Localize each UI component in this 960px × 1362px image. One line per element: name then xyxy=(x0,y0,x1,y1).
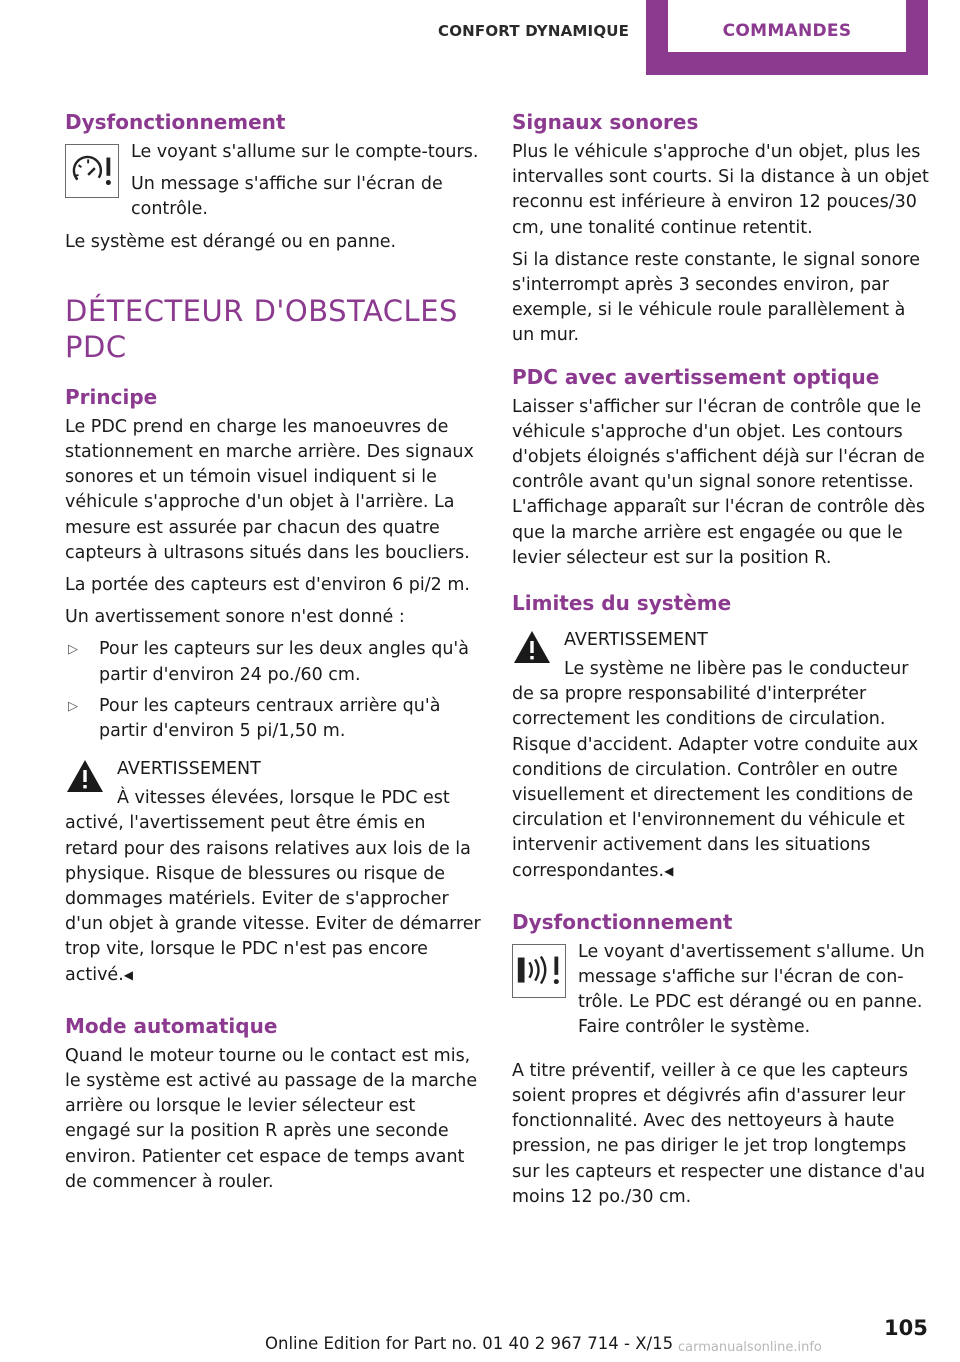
auto-mode-heading: Mode automatique xyxy=(65,1013,278,1038)
pdc-fault-text: Le voyant d'avertissement s'allume. Un message s'affiche sur l'écran de contrôle. Le PDC est dérangé ou en panne. Faire contrôler le système. xyxy=(578,941,925,1038)
chapter-title-line1: DÉTECTEUR D'OBSTACLES xyxy=(65,293,458,328)
warning-title-right: AVERTISSEMENT xyxy=(564,630,708,651)
auto-mode-text: Quand le moteur tourne ou le contact est mis, le système est activé au passage de la marche arrière ou lorsque le levier sélecteur est engagé sur la position R après une seconde environ. Patienter cet espace de temps avant de commencer à rouler. xyxy=(65,1045,478,1192)
optical-warning-heading: PDC avec avertissement optique xyxy=(512,364,880,389)
right-column xyxy=(512,108,930,1217)
principle-heading: Principe xyxy=(65,384,158,409)
sound-warning-list xyxy=(65,637,481,744)
dysfunction-heading-left: Dysfonctionnement xyxy=(65,110,286,134)
warning-text-right: Le système ne libère pas le conducteur de sa propre responsabilité d'interpréter correctement les conditions de circulation. Risque d'accident. Adapter votre conduite aux conditions de circulation. Contrôler en outre visuellement et directement les conditions de circulation et l'environnement du véhicule et intervenir activement dans les situations correspondantes. xyxy=(512,659,919,881)
dysfunction-icon-block xyxy=(65,140,481,223)
chapter-title-line2: PDC xyxy=(65,329,127,364)
principle-text-1: Le PDC prend en charge les manoeuvres de stationnement en marche arrière. Des signaux sonores et un témoin visuel indiquent si le véhicule s'approche d'un objet à l'arrière. La mesure est assurée par chacun des quatre capteurs à ultrasons situés dans les boucliers. xyxy=(65,416,474,563)
sound-signals-heading: Signaux sonores xyxy=(512,110,699,134)
tachometer-warning-icon xyxy=(65,144,119,198)
end-mark-icon: ◀ xyxy=(664,863,674,878)
cleaning-advice-text: A titre préventif, veiller à ce que les capteurs soient propres et dégivrés afin d'assurer leur fonctionnalité. Avec des nettoyeurs à haute pression, ne pas diriger le jet trop longtemps sur les capteurs et respecter une distance d'au moins 12 po./30 cm. xyxy=(512,1060,926,1207)
sound-signals-text-2: Si la distance reste constante, le signal sonore s'interrompt après 3 secondes environ, par exemple, si le véhicule roule parallèlement à un mur. xyxy=(512,249,920,346)
header-chapter-label: COMMANDES xyxy=(722,21,852,41)
end-mark-icon: ◀ xyxy=(123,967,133,982)
dysfunction-text-2: Un message s'affiche sur l'écran de contrôle. xyxy=(131,174,443,220)
dysfunction-text-3: Le système est dérangé ou en panne. xyxy=(65,231,397,252)
bullet-triangle-icon: ▷ xyxy=(68,698,78,714)
warning-triangle-icon xyxy=(512,629,552,665)
warning-block-left xyxy=(65,756,481,988)
system-limits-heading: Limites du système xyxy=(512,591,732,616)
warning-triangle-icon xyxy=(65,758,105,794)
warning-text-left: À vitesses élevées, lorsque le PDC est activé, l'avertissement peut être émis en retard pour des raisons relatives aux lois de la physique. Risque de blessures ou risque de dommages matériels. Eviter de s'approcher d'un objet à grande vitesse. Eviter de démarrer trop vite, lorsque le PDC n'est pas encore activé. xyxy=(65,788,481,985)
warning-block-right xyxy=(512,627,930,884)
bullet-triangle-icon: ▷ xyxy=(68,642,78,658)
list-item: ▷ Pour les capteurs centraux arrière qu'à partir d'environ 5 pi/1,50 m. xyxy=(68,695,441,742)
optical-warning-text: Laisser s'afficher sur l'écran de contrôle que le véhicule s'approche d'un objet. Les contours d'objets éloignés s'affichent déjà sur l'écran de contrôle avant qu'un signal sonore retentisse. L'affichage apparaît sur l'écran de contrôle dès que la marche arrière est engagée ou que le levier sélecteur est sur la position R. xyxy=(512,396,925,568)
dysfunction-text-1: Le voyant s'allume sur le compte-tours. xyxy=(131,142,479,162)
principle-text-3: Un avertissement sonore n'est donné : xyxy=(65,607,405,628)
pdc-warning-icon xyxy=(512,944,566,998)
page-number: 105 xyxy=(884,1316,928,1340)
chapter-title xyxy=(65,293,481,365)
warning-title-left: AVERTISSEMENT xyxy=(117,759,261,780)
sound-signals-text-1: Plus le véhicule s'approche d'un objet, plus les intervalles sont courts. Si la distance à un objet reconnu est inférieure à environ 12 pouces/30 cm, une tonalité continue retentit. xyxy=(512,142,929,238)
dysfunction-heading-right: Dysfonctionnement xyxy=(512,909,733,934)
list-item: ▷ Pour les capteurs sur les deux angles qu'à partir d'environ 24 po./60 cm. xyxy=(68,639,469,685)
edition-footer: Online Edition for Part no. 01 40 2 967 714 - X/15 xyxy=(265,1334,674,1353)
header-section-label: CONFORT DYNAMIQUE xyxy=(438,22,630,40)
site-watermark: carmanualsonline.info xyxy=(678,1340,822,1355)
header-chapter-tab xyxy=(646,0,928,75)
left-column xyxy=(65,108,481,1202)
pdc-fault-icon-block xyxy=(512,940,930,1041)
principle-text-2: La portée des capteurs est d'environ 6 pi/2 m. xyxy=(65,575,470,596)
